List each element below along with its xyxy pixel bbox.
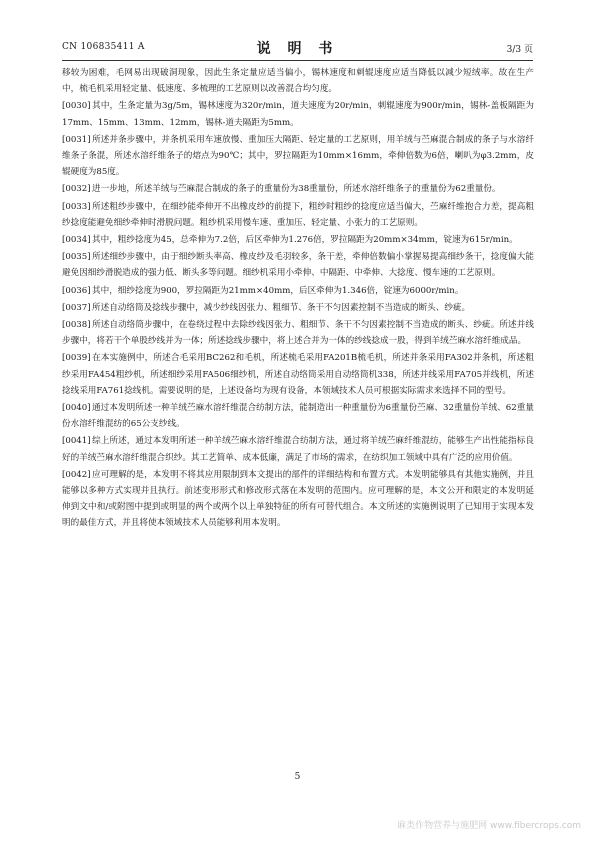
page-number: 5 bbox=[294, 772, 301, 782]
paragraph bbox=[62, 467, 534, 532]
paragraph-number: [0030] bbox=[62, 101, 91, 112]
paragraph bbox=[62, 98, 534, 130]
paragraph-text: 其中，生条定量为3g/5m，锡林速度为320r/min，道夫速度为20r/min，刺辊速度为900r/min，锡林-盖板隔距为17mm、15mm、13mm、12mm，锡林-道夫隔距为5mm。 bbox=[62, 101, 534, 128]
paragraph-text: 其中，粗纱捻度为45，总牵伸为7.2倍，后区牵伸为1.276倍，罗拉隔距为20mm×34mm，锭速为615r/min。 bbox=[92, 235, 518, 246]
paragraph bbox=[62, 181, 534, 197]
paragraph-number: [0034] bbox=[62, 235, 91, 246]
paragraph bbox=[62, 433, 534, 465]
page-of: 3/3 页 bbox=[506, 45, 533, 55]
paragraph bbox=[62, 350, 534, 399]
paragraph-number: [0042] bbox=[62, 469, 91, 480]
paragraph bbox=[62, 132, 534, 181]
paragraph-text: 进一步地，所述羊绒与苎麻混合制成的条子的重量份为38重量份，所述水溶纤维条子的重量份为62重量份。 bbox=[92, 184, 501, 195]
continued-paragraph: 移较为困难，毛网易出现破洞现象，因此生条定量应适当偏小，锡林速度和刺辊速度应适当降低以减少短绒率。故在生产中，梳毛机采用轻定量、低速度、多梳理的工艺原则以改善混合均匀度。 bbox=[62, 68, 534, 95]
paragraph bbox=[62, 317, 534, 349]
paragraph bbox=[62, 199, 534, 231]
document-body bbox=[62, 65, 534, 533]
header-rule bbox=[62, 60, 533, 61]
patent-number: CN 106835411 A bbox=[62, 42, 145, 52]
paragraph bbox=[62, 249, 534, 281]
paragraph-list bbox=[62, 98, 534, 531]
paragraph-number: [0035] bbox=[62, 252, 91, 263]
page-header bbox=[62, 38, 533, 60]
paragraph-number: [0039] bbox=[62, 353, 91, 364]
paragraph-text: 在本实施例中，所述合毛采用BC262和毛机，所述梳毛采用FA201B梳毛机，所述并条采用FA302并条机，所述粗纱采用FA454粗纱机，所述细纱采用FA506细纱机，所述自动络筒采用自动络筒机338，所述并线采用FA705并线机，所述捻线采用FA761捻线机。需要说明的是，上述设备均为现有设备，本领域技术人员可根据实际需求来选择不同的型号。 bbox=[62, 353, 534, 396]
paragraph-number: [0031] bbox=[62, 134, 91, 145]
paragraph-number: [0040] bbox=[62, 403, 91, 414]
paragraph-number: [0041] bbox=[62, 436, 91, 447]
paragraph-number: [0037] bbox=[62, 302, 91, 313]
paragraph-text: 所述并条步骤中，并条机采用车速放慢、重加压大隔距、轻定量的工艺原则，用羊绒与苎麻混合制成的条子与水溶纤维条子条混，所述水溶纤维条子的熔点为90℃；其中，罗拉隔距为10mm×16mm，牵伸倍数为6倍，喇叭为φ3.2mm，皮辊硬度为85度。 bbox=[62, 134, 534, 178]
paragraph-number: [0038] bbox=[62, 320, 91, 331]
paragraph-number: [0036] bbox=[62, 285, 91, 296]
paragraph-number: [0033] bbox=[62, 201, 91, 212]
document-title: 说 明 书 bbox=[256, 41, 339, 57]
paragraph bbox=[62, 232, 534, 248]
paragraph bbox=[62, 400, 534, 432]
watermark: 麻类作物营养与施肥网 www.fibercrops.com bbox=[397, 821, 581, 831]
paragraph-text: 所述细纱步骤中，由于细纱断头率高、橡皮纱及毛羽较多，条干差，牵伸倍数偏小掌握易提高细纱条干，捻度偏大能避免因细纱滑脱造成的强力低、断头多等问题。细纱机采用小牵伸、中隔距、中牵伸、大捻度、慢车速的工艺原则。 bbox=[62, 252, 534, 279]
paragraph-text: 通过本发明所述一种羊绒苎麻水溶纤维混合纺制方法，能制造出一种重量份为6重量份苎麻、32重量份羊绒、62重量份水溶纤维混纺的65公支纱线。 bbox=[62, 403, 534, 430]
paragraph-text: 所述粗纱步骤中，在细纱能牵伸开不出橡皮纱的前提下，粗纱时粗纱的捻度应适当偏大，苎麻纤维抱合力差，提高粗纱捻度能避免细纱牵伸时滑脱问题。粗纱机采用慢车速、重加压、轻定量、小张力的工艺原则。 bbox=[62, 201, 534, 228]
paragraph-text: 综上所述，通过本发明所述一种羊绒苎麻水溶纤维混合纺制方法，通过将羊绒苎麻纤维混纺，能够生产出性能指标良好的羊绒苎麻水溶纤维混合织纱。其工艺简单、成本低廉，满足了市场的需求，在纺织加工领域中具有广泛的应用价值。 bbox=[62, 436, 534, 463]
paragraph-text: 所述自动络筒及捻线步骤中，减少纱线因张力、粗细节、条干不匀因素控制不当造成的断头、纱疵。 bbox=[92, 302, 471, 313]
paragraph-number: [0032] bbox=[62, 184, 91, 195]
paragraph bbox=[62, 300, 534, 316]
paragraph bbox=[62, 283, 534, 299]
paragraph-text: 应可理解的是，本发明不将其应用限制到本文提出的部件的详细结构和布置方式。本发明能够具有其他实施例，并且能够以多种方式实现并且执行。前述变形形式和修改形式落在本发明的范围内。应可理解的是，本文公开和限定的本发明延伸到文中和/或附图中提到或明显的两个或两个以上单独特征的所有可替代组合。本文所述的实施例说明了已知用于实现本发明的最佳方式，并且将使本领域技术人员能够利用本发明。 bbox=[62, 469, 534, 529]
paragraph-text: 其中，细纱捻度为900，罗拉隔距为21mm×40mm，后区牵伸为1.346倍，锭速为6000r/min。 bbox=[92, 285, 464, 296]
paragraph-text: 所述自动络筒步骤中，在卷绕过程中去除纱线因张力、粗细节、条干不匀因素控制不当造成的断头、纱疵。所述并线步骤中，将若干个单股纱线并为一体；所述捻线步骤中，将上述合并为一体的纱线捻成一股，得到羊绒苎麻水溶纤维成品。 bbox=[62, 320, 534, 347]
